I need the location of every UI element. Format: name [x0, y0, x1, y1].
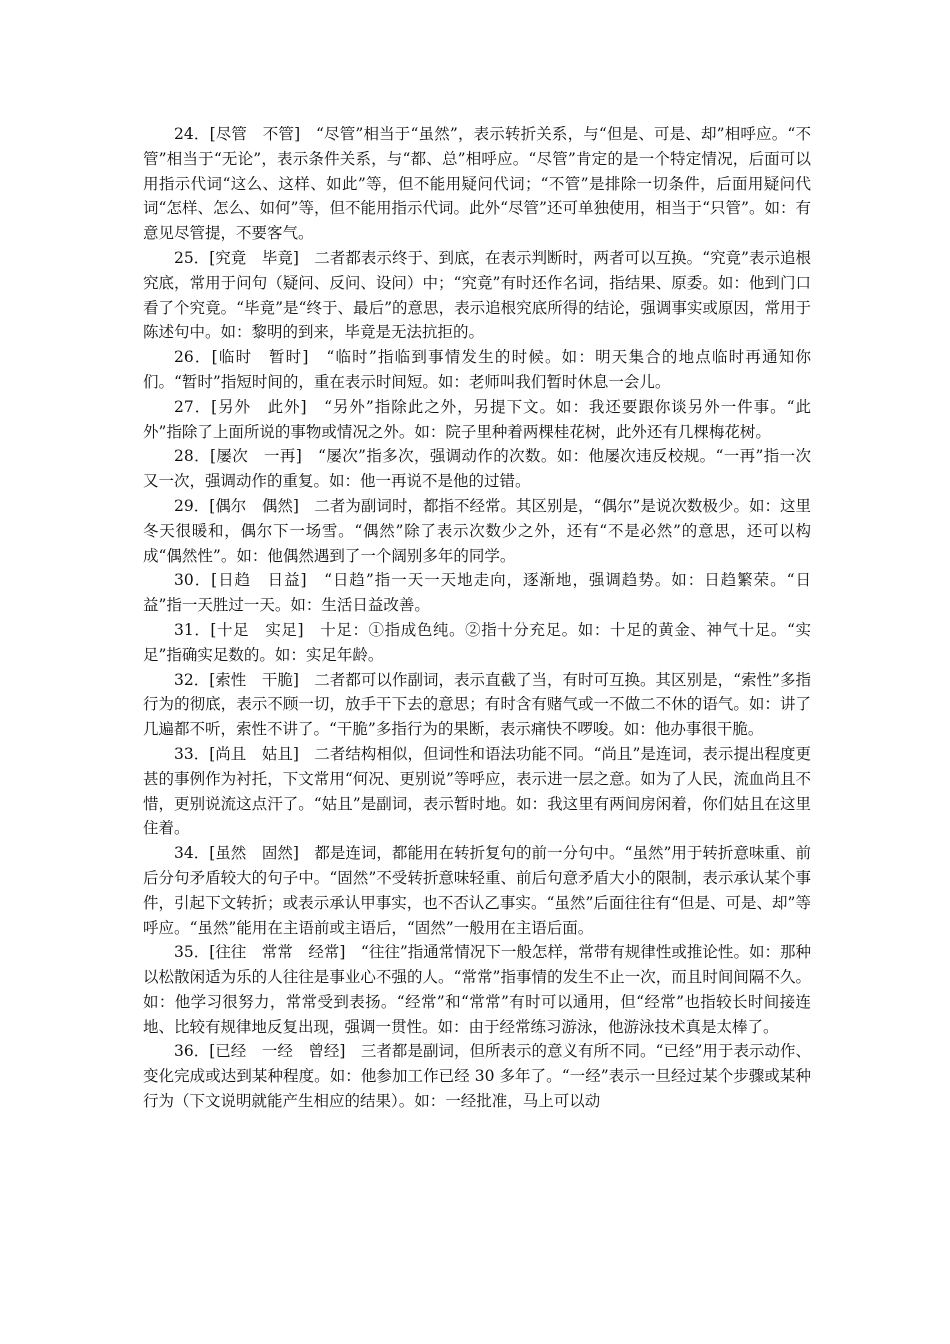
entry-text: “临时”指临到事情发生的时候。如：明天集合的地点临时再通知你们。“暂时”指短时间的，重在表示时间短。如：老师叫我们暂时休息一会儿。 — [143, 348, 811, 391]
entry-32 — [143, 668, 811, 742]
entry-number: 35． — [174, 943, 210, 962]
entry-25 — [143, 246, 811, 345]
entry-34 — [143, 841, 811, 940]
entry-text: “日趋”指一天一天地走向，逐渐地，强调趋势。如：日趋繁荣。“日益”指一天胜过一天。如：生活日益改善。 — [143, 571, 811, 615]
entry-28 — [143, 444, 811, 494]
entry-text: “屡次”指多次，强调动作的次数。如：他屡次违反校规。“一再”指一次又一次，强调动作的重复。如：他一再说不是他的过错。 — [143, 447, 811, 491]
entry-text: “尽管”相当于“虽然”，表示转折关系，与“但是、可是、却”相呼应。“不管”相当于“无论”，表示条件关系，与“都、总”相呼应。“尽管”肯定的是一个特定情况，后面可以用指示代词“这么、这样、如此”等，但不能用疑问代词；“不管”是排除一切条件，后面用疑问代词“怎样、怎么、如何”等，但不能用指示代词。此外“尽管”还可单独使用，相当于“只管”。如：有意见尽管提，不要客气。 — [143, 125, 811, 243]
entry-text: 二者结构相似，但词性和语法功能不同。“尚且”是连词，表示提出程度更甚的事例作为衬托，下文常用“何况、更别说”等呼应，表示进一层之意。如为了人民，流血尚且不惜，更别说流这点汗了。“姑且”是副词，表示暂时地。如：我这里有两间房闲着，你们姑且在这里住着。 — [143, 744, 811, 838]
entry-number: 31． — [174, 620, 211, 639]
entry-number: 28． — [174, 447, 210, 466]
document-page — [143, 122, 811, 1114]
entry-27 — [143, 395, 811, 445]
entry-31 — [143, 618, 811, 668]
entry-33 — [143, 742, 811, 841]
entry-head: [尽管 不管] — [209, 125, 301, 143]
entry-30 — [143, 568, 811, 618]
entry-head: [十足 实足] — [210, 620, 304, 639]
entry-head: [究竟 毕竟] — [209, 248, 299, 267]
entry-head: [已经 一经 曾经] — [209, 1042, 346, 1061]
entry-36 — [143, 1039, 811, 1113]
entry-head: [索性 干脆] — [209, 670, 299, 689]
entry-text: 十足：①指成色纯。②指十分充足。如：十足的黄金、神气十足。“实足”指确实足数的。如：实足年龄。 — [143, 620, 811, 664]
entry-head: [屡次 一再] — [209, 447, 302, 466]
entry-head: [尚且 姑且] — [209, 744, 299, 763]
entry-text: 二者都表示终于、到底，在表示判断时，两者可以互换。“究竟”表示追根究底，常用于问句（疑问、反问、设问）中；“究竟”有时还作名词，指结果、原委。如：他到门口看了个究竟。“毕竟”是“终于、最后”的意思，表示追根究底所得的结论，强调事实或原因，常用于陈述句中。如：黎明的到来，毕竟是无法抗拒的。 — [143, 248, 811, 342]
entry-head: [往往 常常 经常] — [209, 943, 346, 962]
entry-head: [日趋 日益] — [211, 571, 307, 590]
entry-26 — [143, 345, 811, 395]
entry-number: 25． — [174, 248, 210, 267]
entry-text: 二者为副词时，都指不经常。其区别是，“偶尔”是说次数极少。如：这里冬天很暖和，偶尔下一场雪。“偶然”除了表示次数少之外，还有“不是必然”的意思，还可以构成“偶然性”。如：他偶然遇到了一个阔别多年的同学。 — [143, 496, 811, 565]
entry-number: 36． — [174, 1042, 210, 1061]
entry-head: [另外 此外] — [211, 397, 307, 416]
entry-24 — [143, 122, 811, 246]
entry-number: 32． — [174, 670, 210, 689]
entry-number: 34． — [174, 844, 210, 863]
entry-text: 都是连词，都能用在转折复句的前一分句中。“虽然”用于转折意味重、前后分句矛盾较大的句子中。“固然”不受转折意味轻重、前后句意矛盾大小的限制，表示承认某个事件，引起下文转折；或表示承认甲事实，也不否认乙事实。“虽然”后面往往有“但是、可是、却”等呼应。“虽然”能用在主语前或主语后，“固然”一般用在主语后面。 — [143, 844, 811, 937]
entry-number: 33． — [174, 744, 210, 763]
entry-text: 三者都是副词，但所表示的意义有所不同。“已经”用于表示动作、变化完成或达到某种程度。如：他参加工作已经 30 多年了。“一经”表示一旦经过某个步骤或某种行为（下文说明就能产生相应的结果）。如：一经批准，马上可以动 — [143, 1042, 811, 1111]
entry-text: “另外”指除此之外，另提下文。如：我还要跟你谈另外一件事。“此外”指除了上面所说的事物或情况之外。如：院子里种着两棵桂花树，此外还有几棵梅花树。 — [143, 397, 811, 441]
entry-text: “往往”指通常情况下一般怎样，常带有规律性或推论性。如：那种以松散闲适为乐的人往往是事业心不强的人。“常常”指事情的发生不止一次，而且时间间隔不久。如：他学习很努力，常常受到表扬。“经常”和“常常”有时可以通用，但“经常”也指较长时间接连地、比较有规律地反复出现，强调一贯性。如：由于经常练习游泳，他游泳技术真是太棒了。 — [143, 943, 811, 1036]
entry-35 — [143, 940, 811, 1039]
entry-number: 26． — [174, 348, 212, 367]
entry-number: 29． — [174, 496, 210, 515]
entry-number: 24． — [174, 125, 210, 143]
entry-number: 27． — [174, 397, 212, 416]
entry-head: [偶尔 偶然] — [209, 496, 299, 515]
entry-head: [临时 暂时] — [211, 348, 309, 367]
entry-number: 30． — [174, 571, 212, 590]
entry-29 — [143, 494, 811, 568]
entry-text: 二者都可以作副词，表示直截了当，有时可互换。其区别是，“索性”多指行为的彻底，表示不顾一切，放手干下去的意思；有时含有赌气或一不做二不休的语气。如：讲了几遍都不听，索性不讲了。“干脆”多指行为的果断，表示痛快不啰唆。如：他办事很干脆。 — [143, 670, 811, 739]
entry-head: [虽然 固然] — [209, 844, 299, 863]
